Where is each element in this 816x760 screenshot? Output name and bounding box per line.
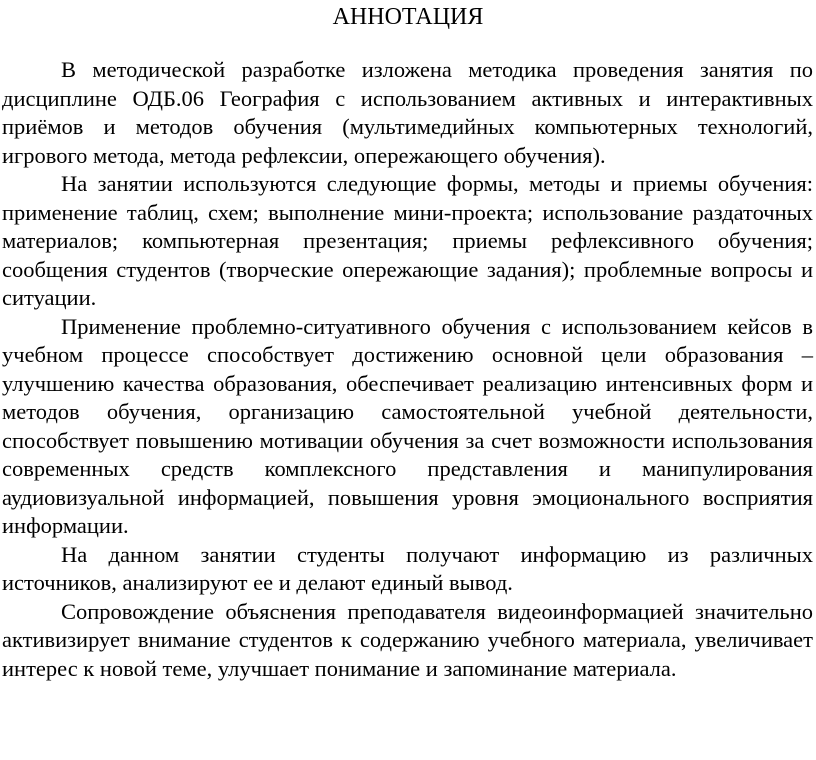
paragraph-intro: В методической разработке изложена методика проведения занятия по дисциплине ОДБ.06 География с использованием активных и интерактивных приёмов и методов обучения (мультимедийных компьютерных технологий, игрового метода, метода рефлексии, опережающего обучения). [2,57,813,168]
paragraph-case-learning: Применение проблемно-ситуативного обучения с использованием кейсов в учебном процессе способствует достижению основной цели образования – улучшению качества образования, обеспечивает реализацию интенсивных форм и методов обучения, организацию самостоятельной учебной деятельности, способствует повышению мотивации обучения за счет возможности использования современных средств комплексного представления и манипулирования аудиовизуальной информацией, повышения уровня эмоционального восприятия информации. [2,313,813,538]
paragraph-students: На данном занятии студенты получают информацию из различных источников, анализируют ее и делают единый вывод. [2,541,813,595]
document-title: АННОТАЦИЯ [332,4,484,30]
annotation-body [2,56,813,683]
paragraph-methods: На занятии используются следующие формы, методы и приемы обучения: применение таблиц, схем; выполнение мини-проекта; использование раздаточных материалов; компьютерная презентация; приемы рефлексивного обучения; сообщения студентов (творческие опережающие задания); проблемные вопросы и ситуации. [2,171,813,310]
paragraph-video: Сопровождение объяснения преподавателя видеоинформацией значительно активизирует внимание студентов к содержанию учебного материала, увеличивает интерес к новой теме, улучшает понимание и запоминание материала. [2,598,813,681]
